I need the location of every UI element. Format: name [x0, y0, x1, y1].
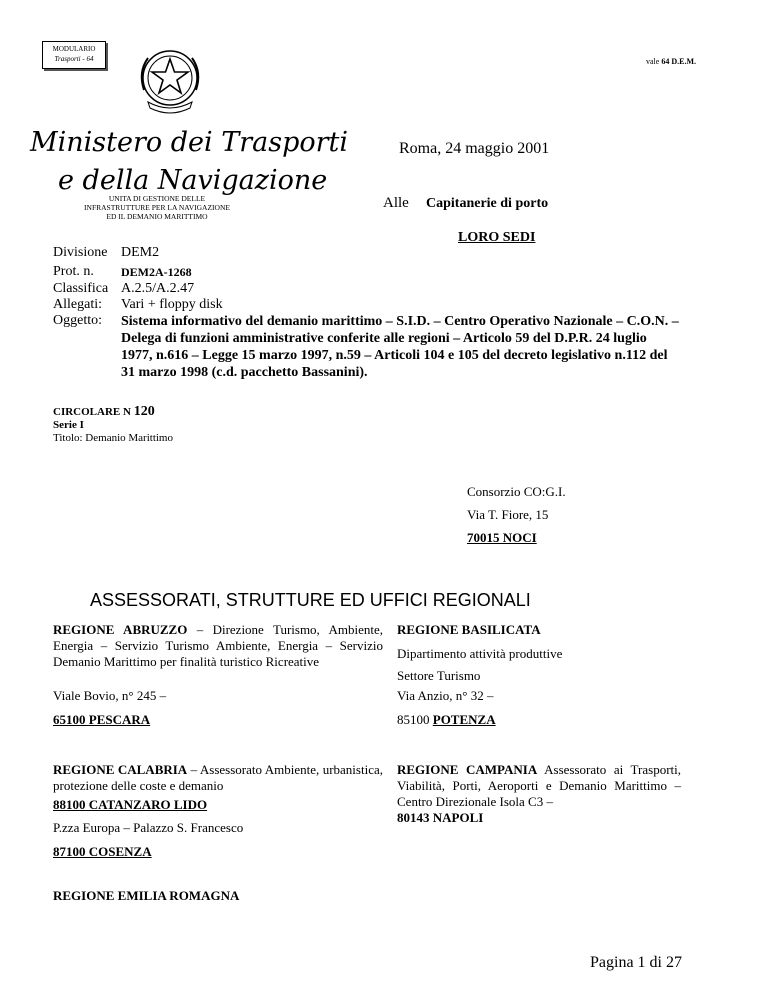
- modulario-line2: Trasporti - 64: [54, 55, 94, 63]
- consorzio-name: Consorzio CO:G.I.: [467, 484, 566, 499]
- basilicata-address: Via Anzio, n° 32 –: [397, 688, 494, 703]
- unita-line2: INFRASTRUTTURE PER LA NAVIGAZIONE: [84, 203, 230, 212]
- circolare-titolo: Titolo: Demanio Marittimo: [53, 432, 173, 444]
- campania-entry: [397, 762, 681, 810]
- ministry-line2: e della Navigazione: [58, 165, 328, 196]
- circolare-label: CIRCOLARE N: [53, 406, 131, 418]
- basilicata-sector: Settore Turismo: [397, 668, 481, 683]
- unita-block: [52, 194, 262, 221]
- modulario-box: [42, 41, 106, 69]
- loro-sedi: LORO SEDI: [458, 230, 536, 245]
- basilicata-city-line: [397, 712, 496, 728]
- calabria-city1: 88100 CATANZARO LIDO: [53, 797, 208, 812]
- prot-label: Prot. n.: [53, 264, 94, 279]
- alle-recipient: Capitanerie di porto: [426, 196, 549, 211]
- vale-note: [646, 57, 696, 66]
- oggetto-value: Sistema informativo del demanio marittimo – S.I.D. – Centro Operativo Nazionale – C.O.N. – Delega di funzioni amministrative conferite alle regioni – Articolo 59 del D.P.R. 24 luglio 1977, n.616 – Legge 15 marzo 1997, n.59 – Articoli 104 e 105 del decreto legislativo n.112 del 31 marzo 1998 (c.d. pacchetto Bassanini).: [121, 314, 679, 380]
- circolare-number: 120: [133, 404, 155, 419]
- calabria-name: REGIONE CALABRIA: [53, 762, 188, 777]
- allegati-label: Allegati:: [53, 297, 102, 312]
- calabria-desc: – Assessorato Ambiente, urbanistica, protezione delle coste e demanio: [53, 762, 383, 793]
- circolare-block: [53, 405, 173, 445]
- unita-line1: UNITA DI GESTIONE DELLE: [108, 194, 206, 203]
- calabria-entry: [53, 762, 383, 794]
- divisione-value: DEM2: [121, 245, 160, 260]
- campania-name: REGIONE CAMPANIA: [397, 762, 538, 777]
- unita-line3: ED IL DEMANIO MARITTIMO: [106, 212, 208, 221]
- classifica-value: A.2.5/A.2.47: [121, 281, 195, 296]
- circolare-serie: Serie I: [53, 419, 84, 431]
- oggetto-label: Oggetto:: [53, 313, 102, 328]
- republic-emblem-icon: [134, 42, 206, 116]
- campania-desc: Assessorato ai Trasporti, Viabilità, Porti, Aeroporti e Demanio Marittimo – Centro Direzionale Isola C3 –: [397, 762, 681, 809]
- page-number: Pagina 1 di 27: [590, 954, 682, 971]
- classifica-label: Classifica: [53, 281, 109, 296]
- ministry-line1: Ministero dei Trasporti: [30, 127, 349, 158]
- campania-city: 80143 NAPOLI: [397, 810, 484, 825]
- abruzzo-address: Viale Bovio, n° 245 –: [53, 688, 167, 703]
- basilicata-cap: 85100: [397, 712, 430, 727]
- consorzio-city: 70015 NOCI: [467, 530, 537, 545]
- vale-code: 64 D.E.M.: [661, 57, 696, 66]
- ministry-title: [30, 124, 348, 200]
- emilia-name: REGIONE EMILIA ROMAGNA: [53, 888, 240, 903]
- abruzzo-entry: [53, 622, 383, 670]
- prot-value: DEM2A-1268: [121, 265, 192, 279]
- basilicata-city: POTENZA: [432, 712, 496, 727]
- abruzzo-city: 65100 PESCARA: [53, 712, 151, 727]
- basilicata-name: REGIONE BASILICATA: [397, 622, 541, 637]
- abruzzo-name: REGIONE ABRUZZO: [53, 622, 188, 637]
- abruzzo-desc: – Direzione Turismo, Ambiente, Energia – Servizio Turismo Ambiente, Energia – Servizio Demanio Marittimo per finalità turistico Ricreative: [53, 622, 383, 669]
- divisione-label: Divisione: [53, 245, 108, 260]
- consorzio-address: Via T. Fiore, 15: [467, 507, 549, 522]
- modulario-line1: MODULARIO: [52, 45, 96, 53]
- basilicata-dept: Dipartimento attività produttive: [397, 646, 563, 661]
- assessorati-title: ASSESSORATI, STRUTTURE ED UFFICI REGIONALI: [90, 590, 531, 610]
- alle-label: Alle: [383, 195, 409, 211]
- letter-date: Roma, 24 maggio 2001: [399, 140, 550, 157]
- calabria-city2: 87100 COSENZA: [53, 844, 152, 859]
- calabria-address: P.zza Europa – Palazzo S. Francesco: [53, 820, 244, 835]
- vale-label: vale: [646, 57, 660, 66]
- allegati-value: Vari + floppy disk: [121, 297, 223, 312]
